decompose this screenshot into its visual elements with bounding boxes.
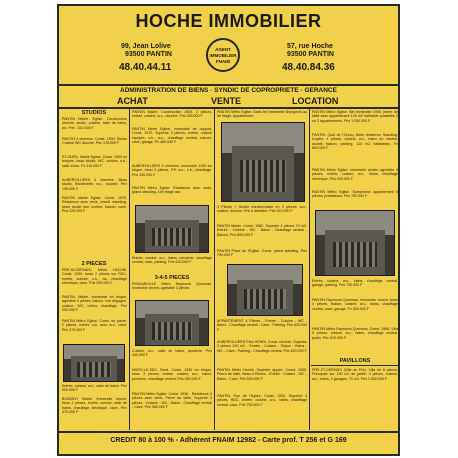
listing: PANTIN Mairie. Const. 1980. Superbe 4 pièces 70 m2. Entrée - Cuisine - WC - Bains - Chauffage central - Balcon. Prix 609.000 F — [217, 224, 307, 237]
listing: Entrée, cuisine, w.c., salle de bains. Prix 300.000 F — [62, 384, 127, 393]
listing: PANTIN Mairie. Construction 1920, 2 pièces, entrée, cuisine, w.c., douche. Prix 245.000 F — [132, 110, 212, 119]
section-studios: STUDIOS — [81, 110, 107, 116]
header-rule — [59, 84, 398, 86]
building-photo — [135, 205, 209, 253]
listing: PANTIN Métro Eglise. Dans bel immeuble Bourgeois au 5e étage. Appartement — [217, 110, 307, 119]
listing: AUBERVILLIERS 4 chemins. Beau studio, Kitchenette, w.c., douche. Prix 199.000 F — [62, 178, 127, 191]
listing: PANTIN Métro Eglise. Const. 1936 - Résidence 4 pièces avec verts. Pierre de taille, Superbe 3 pièces - Cuisine - WC - Bains - Chauffage central - Cave. Prix 380.000 F — [132, 392, 212, 409]
listing: AUBERVILLIERS Près HENRI. Const. récente. Superbe 3 pièces 100 m2 - Entrée - Cuisine - Séjour - Bains - WC - Cave - Parking - Chauffage central. Prix 620.000 F — [217, 340, 307, 353]
building-photo — [227, 264, 303, 316]
footer-rule — [59, 431, 398, 433]
left-address — [121, 43, 172, 59]
listing: AUBERVILLIERS 4 chemins. Immeuble 1930 en brique, beau 3 pièces, P.P. w.c., s.b., chauffage. Prix 430.000 F — [132, 164, 212, 177]
listing: APPARTEMENT 4 Pièces - Entrée - Cuisine - WC - Bains - Chauffage central - Cave - Parking. Prix 620.000 F — [217, 319, 307, 332]
column-location: LOCATION — [292, 96, 339, 106]
listing: PANTIN Métro Raymond Queneau. Const. 1960. Villa 5 pièces, cuisine, w.c., bains, chauffage central, jardin. Prix 510.000 F — [312, 327, 398, 340]
listing: PANTIN Métro Hoche. Superbe appart. Const. 1900. Pierre de taille. Beau 4 Pièces - Entrée - Cuisine - WC - Bains - Cave. Prix 600.000 F — [217, 368, 307, 381]
agency-title: HOCHE IMMOBILIER — [135, 11, 322, 31]
flyer-page — [57, 4, 400, 456]
right-address — [287, 43, 334, 59]
listing: PANTIN. Rue de l'Eglise. Const. 1930. Superbe 4 pièces, RDC, entrée, cuisine, w.c., bains, chauffage central, cave. Prix 750.000 F — [217, 394, 307, 407]
listing: PANTIN Place de l'Eglise. Const. grand standing. Prix 790.000 F — [217, 249, 307, 258]
building-photo — [221, 122, 305, 202]
fnaim-seal — [206, 38, 240, 72]
left-address-line-2: 93500 PANTIN — [125, 51, 172, 58]
services-banner: ADMINISTRATION DE BIENS · SYNDIC DE COPROPRIETE · GERANCE — [120, 87, 337, 94]
section-2-pieces: 2 PIECES — [81, 261, 107, 267]
right-phone: 48.40.84.36 — [282, 62, 335, 73]
divider-1 — [129, 108, 130, 430]
listing: PANTIN Mairie Eglise. Const. 1970, Résidence avec verts, chauff. standing, beau studio tout confort, balcon, cave. Prix 220.000 F — [62, 196, 127, 213]
right-address-line-1: 57, rue Hoche — [287, 43, 333, 50]
listing: PANTIN Métro Eglise. Somptueux appartement 5 pièces, prestations. Prix 700.000 F — [312, 190, 398, 199]
seal-line-1: AGENT — [215, 47, 231, 52]
listing: ST-OUEN. Mairie Eglise. Const. 1930 en briques, beau studio, WC, cuisine, s.b., salle d'eau. Px 210.000 F — [62, 155, 127, 168]
listing: PANTIN. Quai de l'Ourcq. Belle résidence Standing. Duplex, 4 pièces, cuisine, w.c., bains en marbre, double balcon, parking, 110 m2 habitables. Px 890.000 F — [312, 133, 398, 150]
seal-line-2: IMMOBILIER — [209, 53, 237, 58]
left-phone: 48.40.44.11 — [119, 62, 172, 73]
listing: BOBIGNY Mairie. Immeuble récent, beau 2 pièces, entrée, cuisine, salle de bains, chauffage électrique, cave. Prix 370.000 F — [62, 397, 127, 414]
listing: PANTIN Mairie. Eglise. Construction récente, studio ,cuisine, salle de bains, wc. Prix : 310.000 F — [62, 117, 127, 130]
column-achat: ACHAT — [117, 96, 148, 106]
listing: PANTIN Métro Eglise. Immeuble ancien agréable 4 pièces, entrée, cuisine, w.c., bains, chauffage électrique. Prix 440.000 F — [312, 168, 398, 181]
pavillons-rule — [311, 365, 399, 366]
left-address-line-1: 99, Jean Lolive — [121, 43, 171, 50]
section-pavillons: PAVILLONS — [339, 358, 371, 364]
listing: Entrée, cuisine, w.c., bains, penderie, chauffage central, cave, parking. Prix 610.000 F — [132, 256, 212, 265]
listing: PRE-ST-GERVAIS (Ville du Pré). Villa de 5 pièces. Principale sur 150 m2 de jardin. 4 pièces, cuisine, w.c., bains, 2 garages, 70 m2. Prix 1.600.000 F — [312, 368, 398, 381]
listing: ROMAINVILLE Métro Raymond Queneau. Immeuble récent, agréable 3 pièces. — [132, 282, 212, 291]
right-address-line-2: 93500 PANTIN — [287, 51, 334, 58]
listing: Cuisine, w.c., salle de bains, penderie. Prix 430.000 F — [132, 349, 212, 358]
listing: PANTIN Métro Eglise. Immeuble de rapport, Const. 1970, Superbe 3 pièces, entrée, cuisine équipée, s.b., w.c., chauffage central, balcon, cave, garage. Px 460.000 F — [132, 127, 212, 144]
listing: PANTIN Métro Eglise. Bel immeuble 1900, pierre de taille avec appartement 120 m2 habitable possibles 2 ou 3 appartements. Prix 1.050.000 F — [312, 110, 398, 123]
building-photo — [135, 300, 209, 346]
building-photo — [315, 210, 395, 276]
columns-rule — [59, 107, 398, 109]
listing: PANTIN Métro Eglise. Const. en pierre, 2 pièces, entrée, s.b. avec w.c., cave. Prix 270.000 F — [62, 319, 127, 332]
listing: NOISY-LE-SEC. Bord. Const. 1930 en brique, beau 3 pièces, entrée, cuisine, w.c., bains, penderie, chauffage central. Prix 450.000 F — [132, 368, 212, 381]
section-3-4-5-pieces: 3-4-5 PIECES — [154, 275, 190, 281]
seal-line-3: FNAIM — [215, 59, 231, 64]
listing: PRE-St-GERVAIS. Métro HOCHE. Const. 1930, beau 2 pièces sur RDC, entrée, cuisine, s.b., wc, chauffage électrique, cave. Prix 290.000 F — [62, 268, 127, 285]
divider-3 — [309, 108, 310, 430]
listing: PANTIN Raymond Queneau. Immeuble récent, beau 4 pièces, balcon, cuisine, w.c., bains, chauffage central, cave, garage. Px 550.000 F — [312, 298, 398, 311]
divider-2 — [214, 108, 215, 430]
listing: PANTIN. Mairie. Immeuble en brique, agréable 2 pièces, balcon, vue dégagée, cuisine, WC, cellier, chauffage. Prix 250.000 F — [62, 295, 127, 312]
column-vente: VENTE — [211, 96, 242, 106]
listing: PANTIN Métro Eglise. Résidence avec verts, grand standing. 10e étage asc. — [132, 186, 212, 195]
listing: Entrée, cuisine, w.c., bains, chauffage central, garage, parking. Prix 730.000 F — [312, 279, 398, 288]
building-photo — [63, 344, 125, 382]
footer-credit: CREDIT 80 à 100 % - Adhérent FNAIM 12982 - Carte prof. T 256 et G 169 — [110, 437, 347, 444]
listing: PANTIN 4 chemins. Const. 1900. Studio Cuisine WC douche. Prix 178.000 F — [62, 137, 127, 146]
listing: 3 Pièces + Studio transformable en 2 pièces, w.c., cuisine, douche. Prix à débattre. Prix 310.000 F — [217, 205, 307, 214]
